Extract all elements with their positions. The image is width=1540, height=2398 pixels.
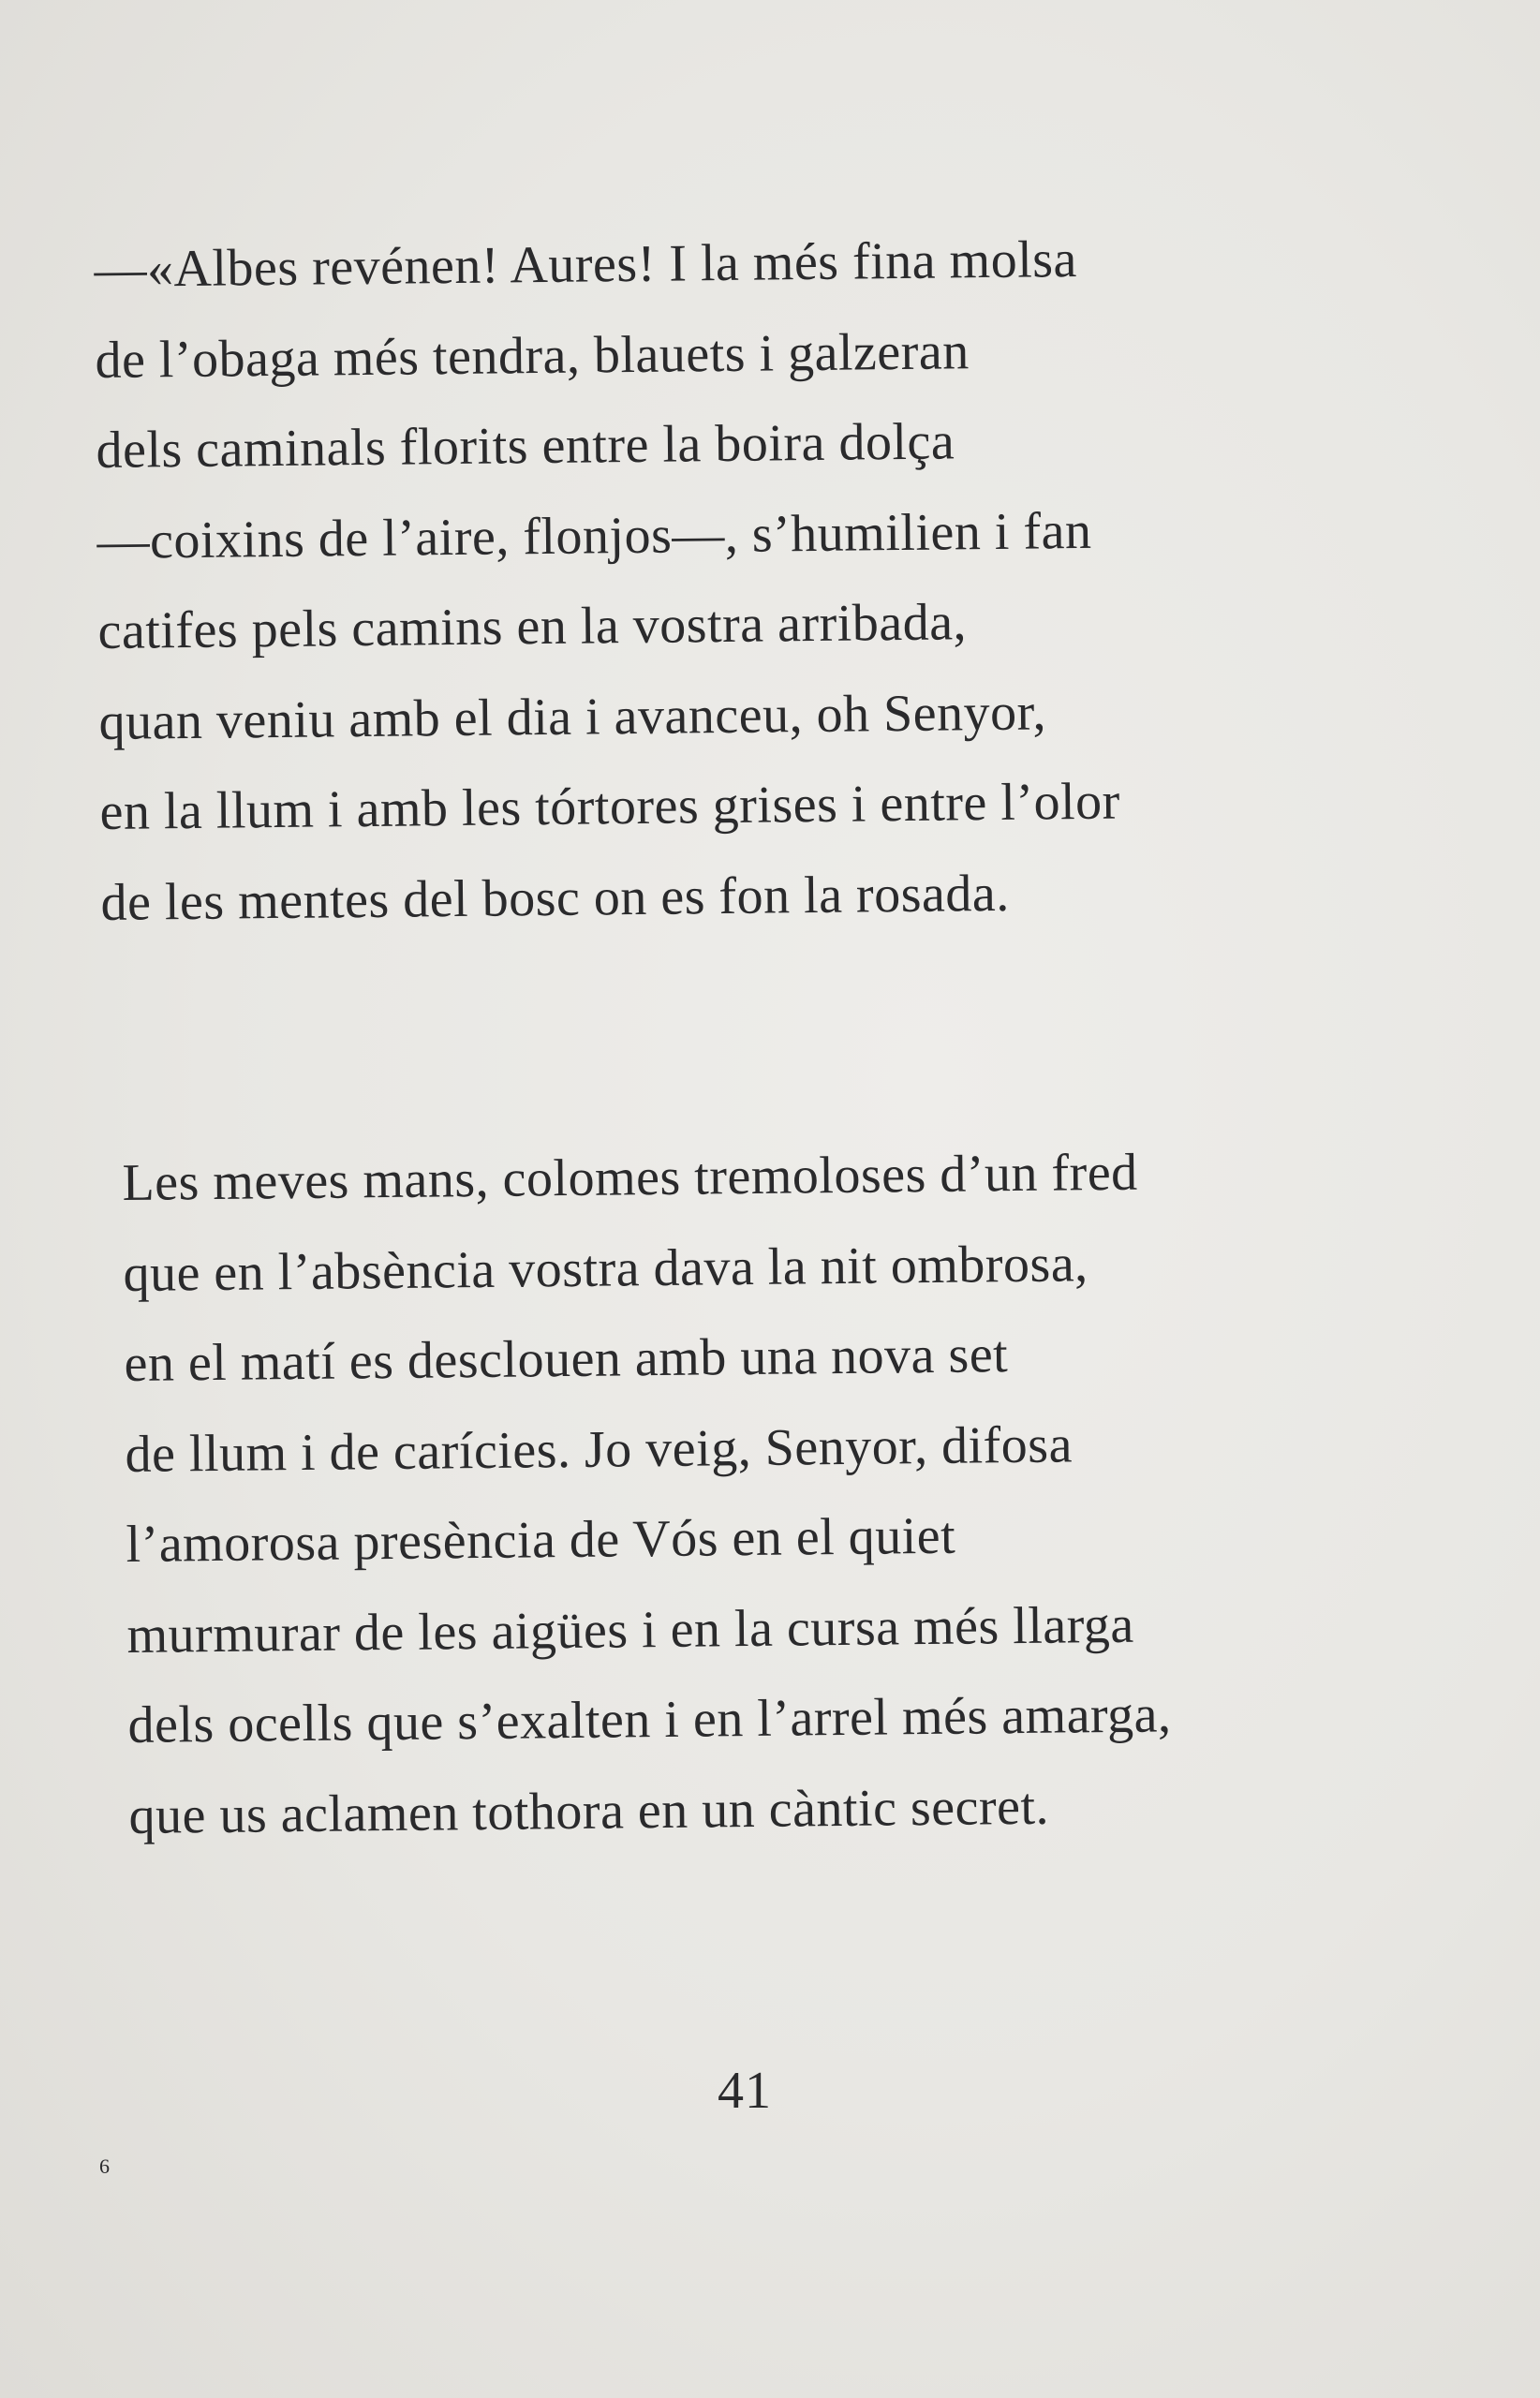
poem-line: dels caminals florits entre la boira dolça (96, 412, 955, 480)
poem-line: que us aclamen tothora en un càntic secret. (128, 1777, 1050, 1845)
page-number: 41 (718, 2062, 772, 2120)
poem-stanza-2 (122, 1127, 1173, 1861)
poem-line: en el matí es desclouen amb una nova set (124, 1325, 1009, 1393)
poem-line: Les meves mans, colomes tremoloses d’un fred (122, 1143, 1138, 1212)
poem-line: catifes pels camins en la vostra arribada, (97, 593, 968, 660)
poem-line: l’amorosa presència de Vós en el quiet (126, 1506, 956, 1574)
poem-line: —«Albes revénen! Aures! I la més fina molsa (94, 230, 1078, 299)
poem-line: que en l’absència vostra dava la nit ombrosa, (123, 1234, 1088, 1303)
poem-stanza-1 (94, 215, 1121, 948)
poem-line: en la llum i amb les tórtores grises i entre l’olor (99, 772, 1121, 841)
poem-line: quan veniu amb el dia i avanceu, oh Senyor, (98, 682, 1047, 751)
poem-line: de les mentes del bosc on es fon la rosada. (100, 864, 1010, 932)
printer-signature-mark: 6 (99, 2154, 110, 2178)
poem-line: de llum i de carícies. Jo veig, Senyor, difosa (125, 1414, 1074, 1484)
poem-line: murmurar de les aigües i en la cursa més llarga (126, 1595, 1135, 1665)
poem-line: dels ocells que s’exalten i en l’arrel més amarga, (127, 1685, 1172, 1754)
poem-line: —coixins de l’aire, flonjos—, s’humilien i fan (96, 501, 1092, 570)
poem-line: de l’obaga més tendra, blauets i galzeran (95, 321, 970, 390)
